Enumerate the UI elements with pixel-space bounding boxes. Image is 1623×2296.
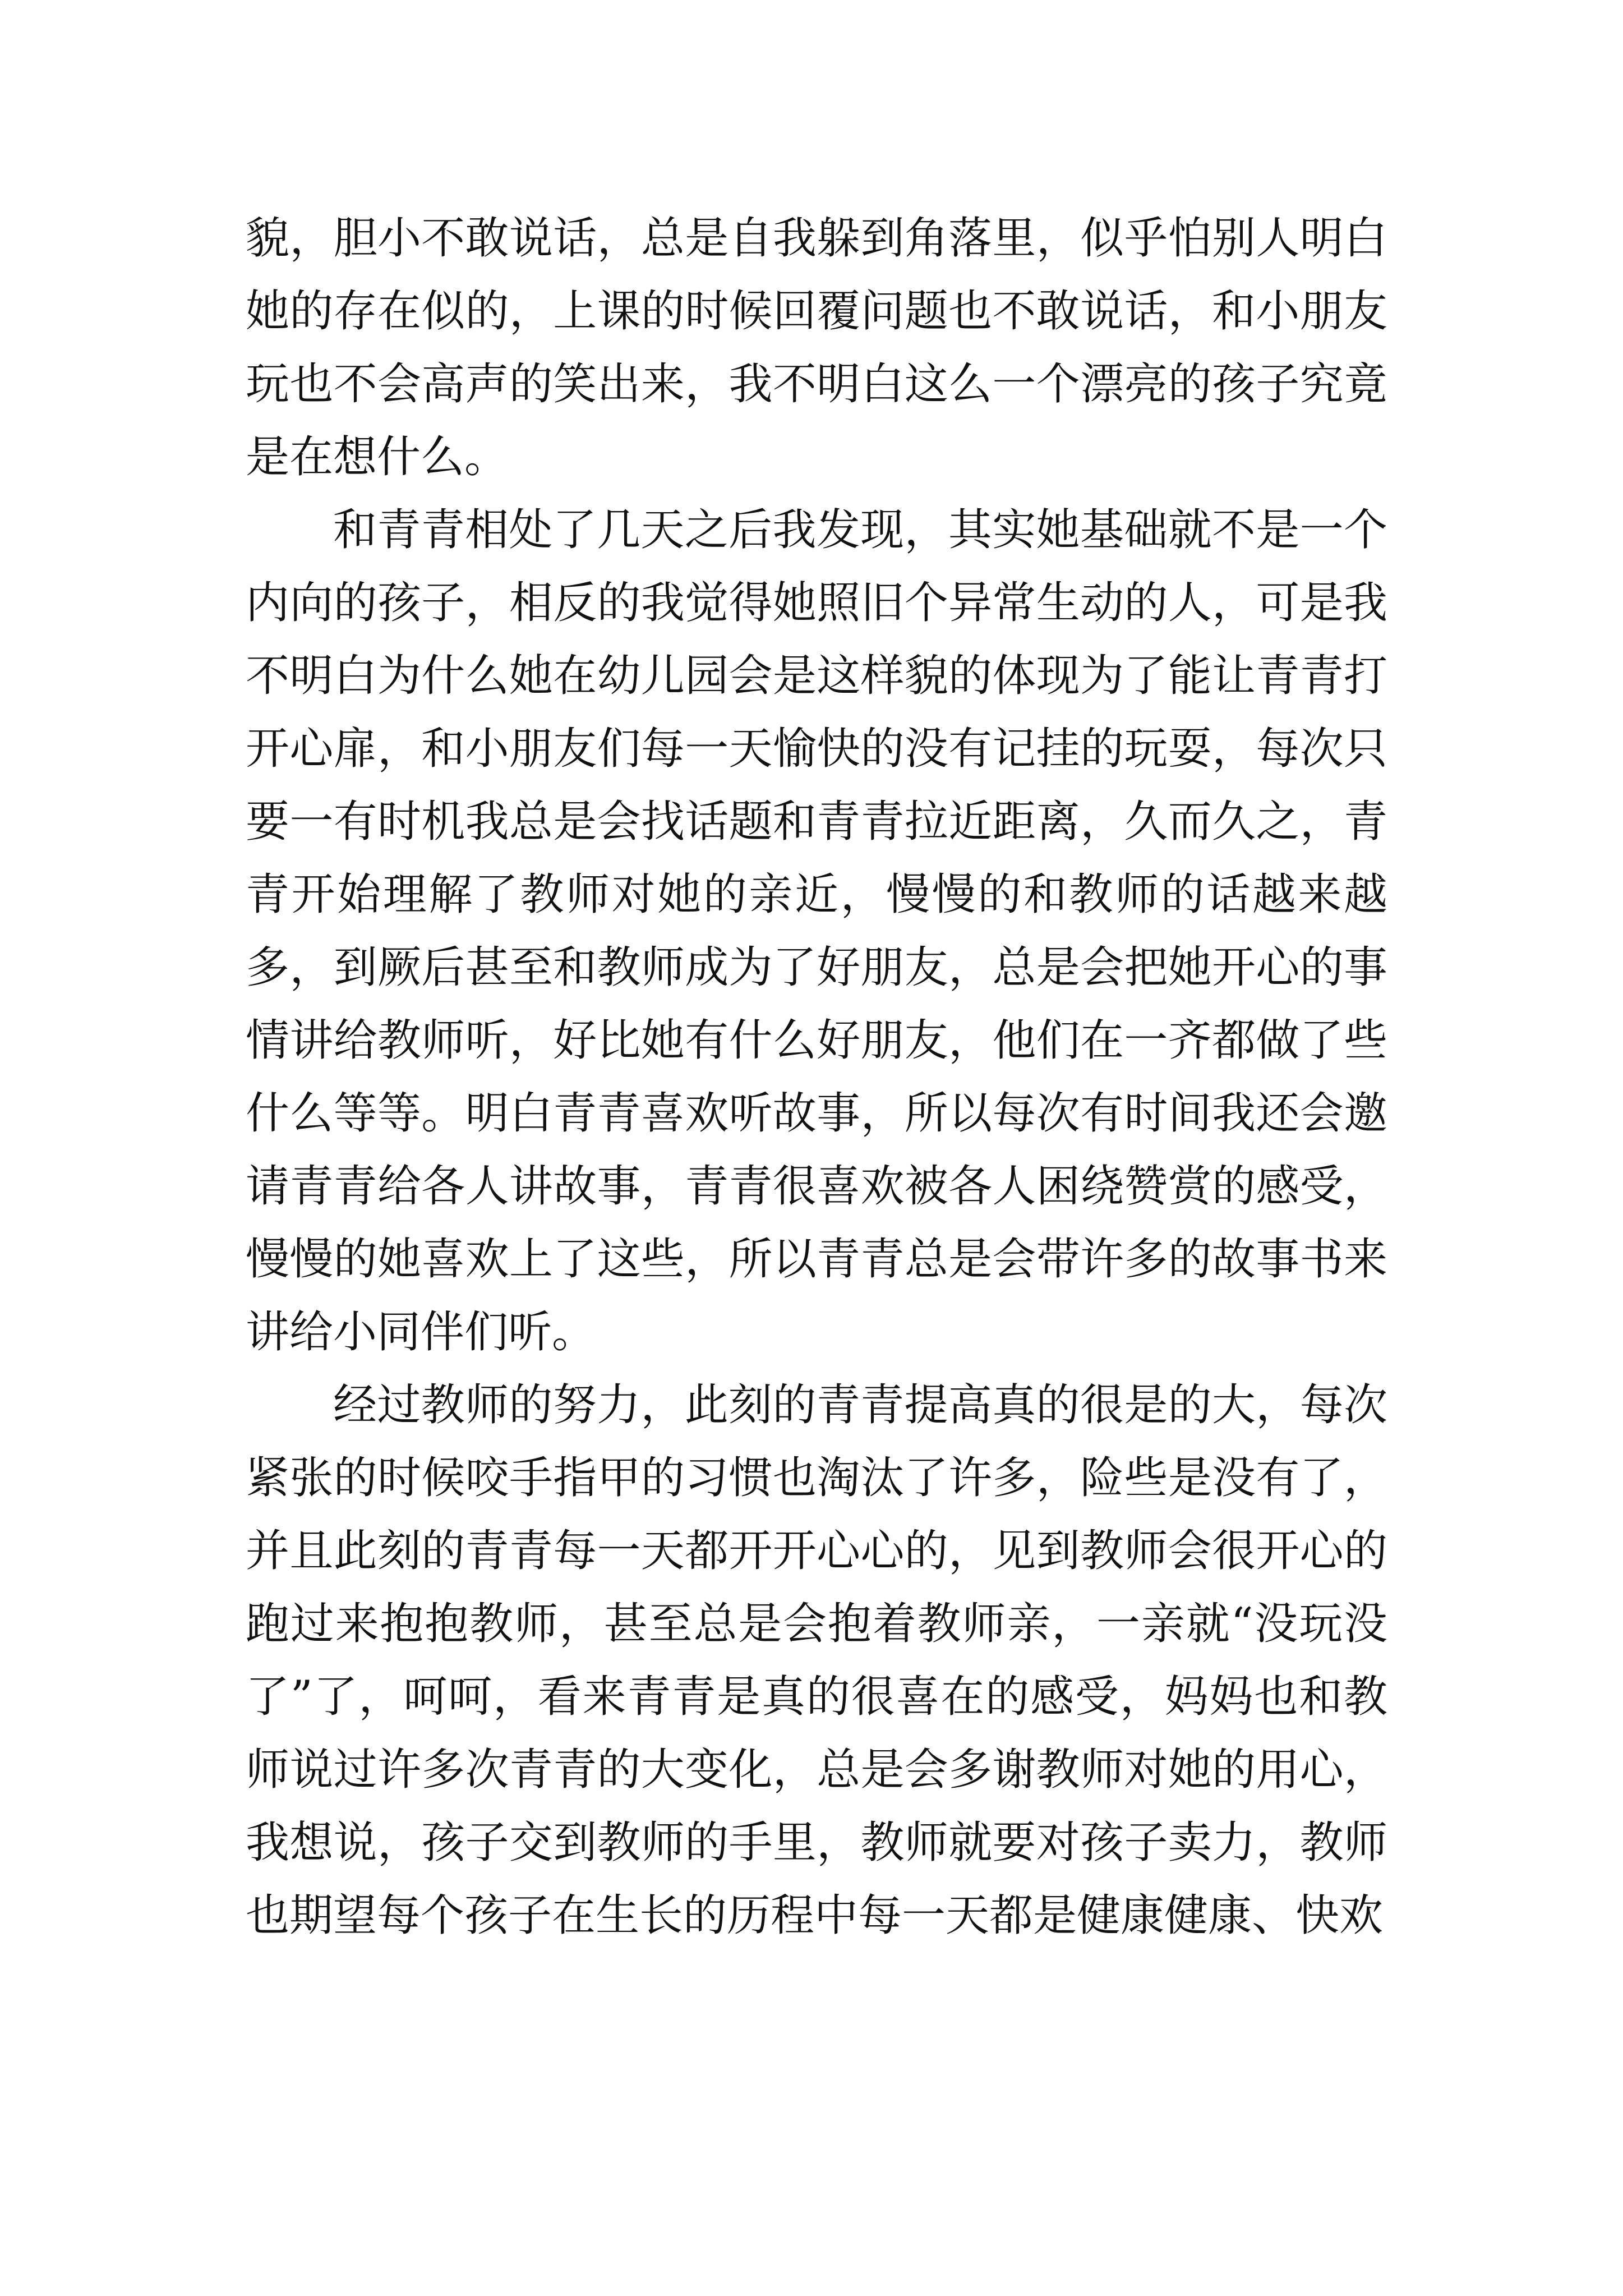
body-text [246, 202, 1387, 1952]
paragraph-1: 貌，胆小不敢说话，总是自我躲到角落里，似乎怕别人明白她的存在似的，上课的时候回覆问题也不敢说话，和小朋友玩也不会高声的笑出来，我不明白这么一个漂亮的孩子究竟是在想什么。 [246, 213, 1387, 482]
paragraph-3: 经过教师的努力，此刻的青青提高真的很是的大，每次紧张的时候咬手指甲的习惯也淘汰了许多，险些是没有了，并且此刻的青青每一天都开开心心的，见到教师会很开心的跑过来抱抱教师，甚至总是会抱着教师亲，一亲就“没玩没了”了，呵呵，看来青青是真的很喜在的感受，妈妈也和教师说过许多次青青的大变化，总是会多谢教师对她的用心，我想说，孩子交到教师的手里，教师就要对孩子卖力，教师也期望每个孩子在生长的历程中每一天都是健康健康、快欢 [246, 1380, 1387, 1941]
paragraph-2: 和青青相处了几天之后我发现，其实她基础就不是一个内向的孩子，相反的我觉得她照旧个异常生动的人，可是我不明白为什么她在幼儿园会是这样貌的体现为了能让青青打开心扉，和小朋友们每一天愉快的没有记挂的玩耍，每次只要一有时机我总是会找话题和青青拉近距离，久而久之，青青开始理解了教师对她的亲近，慢慢的和教师的话越来越多，到厥后甚至和教师成为了好朋友，总是会把她开心的事情讲给教师听，好比她有什么好朋友，他们在一齐都做了些什么等等。明白青青喜欢听故事，所以每次有时间我还会邀请青青给各人讲故事，青青很喜欢被各人困绕赞赏的感受，慢慢的她喜欢上了这些，所以青青总是会带许多的故事书来讲给小同伴们听。 [246, 505, 1387, 1358]
